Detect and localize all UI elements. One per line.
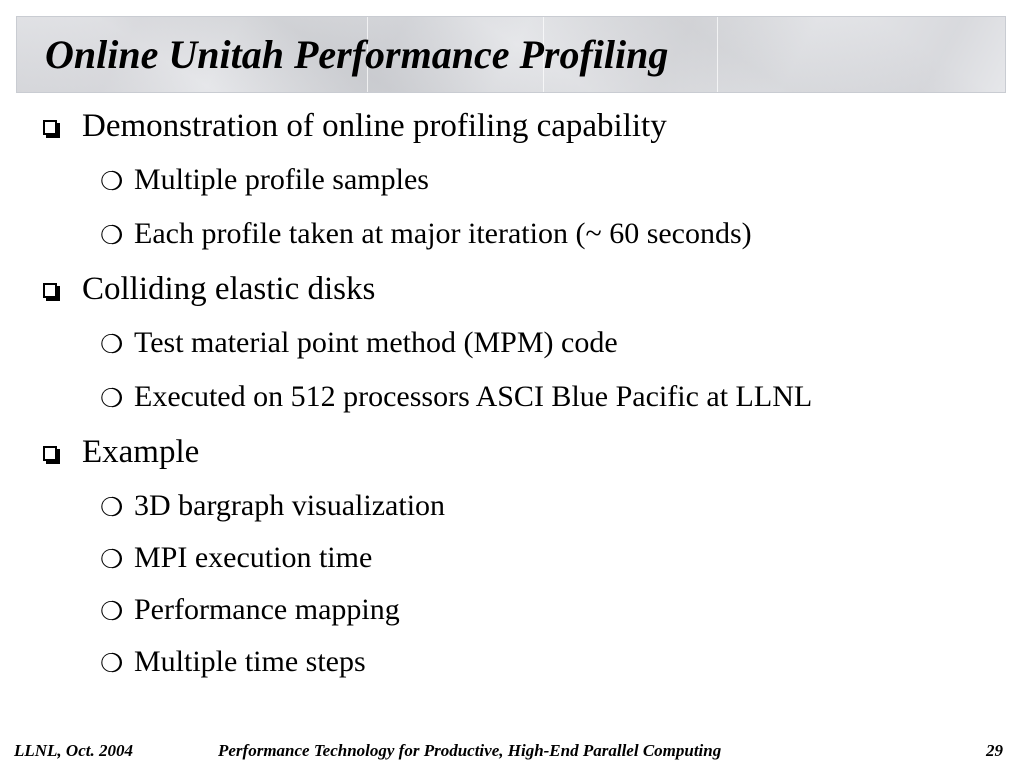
bullet-item <box>0 271 1024 326</box>
hollow-circle-bullet-icon: ❍ <box>100 384 124 413</box>
sub-bullet-item <box>0 217 1024 271</box>
bullet-item <box>0 434 1024 489</box>
sub-bullet-item <box>0 645 1024 697</box>
hollow-circle-bullet-icon: ❍ <box>100 545 124 574</box>
marble-tile-seam <box>717 17 718 92</box>
sub-bullet-item <box>0 326 1024 380</box>
bullet-text: Demonstration of online profiling capability <box>82 108 667 144</box>
hollow-circle-bullet-icon: ❍ <box>100 597 124 626</box>
checkbox-square-bullet-icon <box>43 446 57 461</box>
checkbox-square-bullet-icon <box>43 283 57 298</box>
hollow-circle-bullet-icon: ❍ <box>100 167 124 196</box>
sub-bullet-item <box>0 163 1024 217</box>
title-banner <box>16 16 1006 93</box>
sub-bullet-text: Executed on 512 processors ASCI Blue Pacific at LLNL <box>134 380 813 413</box>
sub-bullet-text: Test material point method (MPM) code <box>134 326 618 359</box>
sub-bullet-text: Performance mapping <box>134 593 400 626</box>
slide-title: Online Unitah Performance Profiling <box>45 32 669 77</box>
footer-title: Performance Technology for Productive, High-End Parallel Computing <box>218 741 722 760</box>
sub-bullet-text: 3D bargraph visualization <box>134 489 446 522</box>
hollow-circle-bullet-icon: ❍ <box>100 221 124 250</box>
sub-bullet-text: MPI execution time <box>134 541 373 574</box>
hollow-circle-bullet-icon: ❍ <box>100 493 124 522</box>
sub-bullet-item <box>0 489 1024 541</box>
bullet-text: Colliding elastic disks <box>82 271 376 307</box>
bullet-text: Example <box>82 434 200 470</box>
checkbox-square-bullet-icon <box>43 120 57 135</box>
hollow-circle-bullet-icon: ❍ <box>100 649 124 678</box>
footer-venue: LLNL, Oct. 2004 <box>14 741 133 760</box>
sub-bullet-text: Multiple time steps <box>134 645 366 678</box>
page-number: 29 <box>986 741 1003 760</box>
sub-bullet-text: Multiple profile samples <box>134 163 429 196</box>
sub-bullet-text: Each profile taken at major iteration (~ 60 seconds) <box>134 217 752 250</box>
bullet-item <box>0 108 1024 163</box>
sub-bullet-item <box>0 380 1024 434</box>
sub-bullet-item <box>0 541 1024 593</box>
sub-bullet-item <box>0 593 1024 645</box>
hollow-circle-bullet-icon: ❍ <box>100 330 124 359</box>
bullet-list <box>0 108 1024 697</box>
